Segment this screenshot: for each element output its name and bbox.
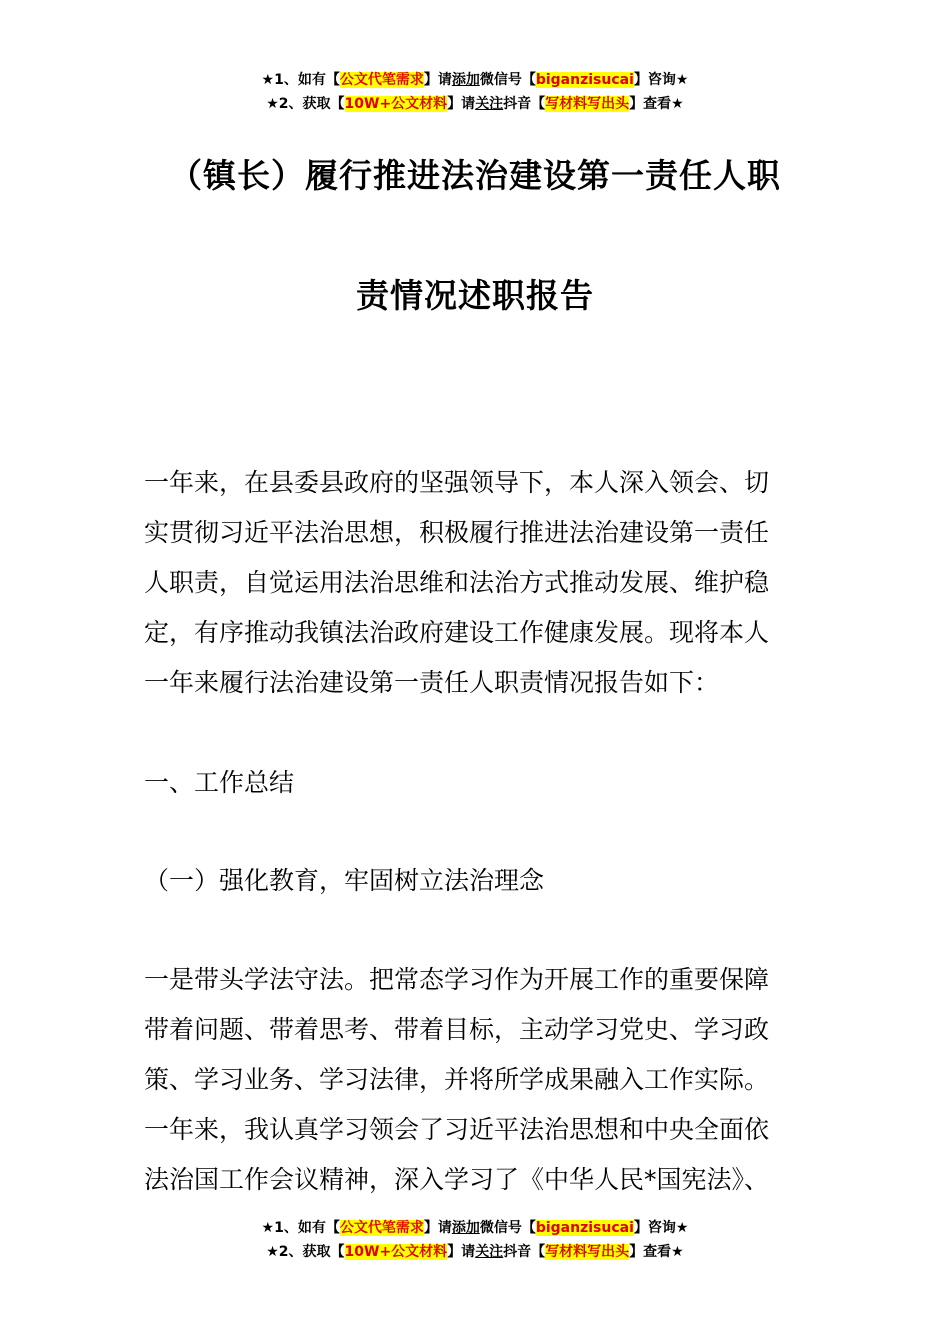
header-promo-banner [0,68,950,116]
promo-line-2: ★2、获取【10W+公文材料】请关注抖音【写材料写出头】查看★ [266,1244,684,1260]
paragraph-line: 法治国工作会议精神，深入学习了《中华人民*国宪法》、 [144,1165,770,1194]
underlined-follow: 关注 [475,96,504,112]
document-title-line-1: （镇长）履行推进法治建设第一责任人职 [169,156,781,195]
paragraph-line: 一年来，我认真学习领会了习近平法治思想和中央全面依 [144,1115,770,1144]
promo-line-2: ★2、获取【10W+公文材料】请关注抖音【写材料写出头】查看★ [266,96,684,112]
highlight-wechat-id: biganzisucai [535,1220,634,1236]
subsection-heading: （一）强化教育，牢固树立法治理念 [144,866,545,895]
highlight-materials: 10W+公文材料 [344,96,448,112]
paragraph-line: 策、学习业务、学习法律，并将所学成果融入工作实际。 [144,1065,770,1094]
underlined-add: 添加 [451,72,480,88]
intro-paragraph [144,458,808,708]
promo-line-1: ★1、如有【公文代笔需求】请添加微信号【biganzisucai】咨询★ [261,1220,689,1236]
underlined-add: 添加 [451,1220,480,1236]
document-title-line-2: 责情况述职报告 [356,276,594,315]
highlight-wechat-id: biganzisucai [535,72,634,88]
footer-promo-banner [0,1216,950,1264]
paragraph-line: 一年来，在县委县政府的坚强领导下，本人深入领会、切 [144,468,770,497]
paragraph-line: 定，有序推动我镇法治政府建设工作健康发展。现将本人 [144,618,770,647]
highlight-douyin-account: 写材料写出头 [545,96,630,112]
paragraph-line: 带着问题、带着思考、带着目标，主动学习党史、学习政 [144,1015,770,1044]
highlight-materials: 10W+公文材料 [344,1244,448,1260]
paragraph-line: 人职责，自觉运用法治思维和法治方式推动发展、维护稳 [144,568,770,597]
underlined-follow: 关注 [475,1244,504,1260]
highlight-service: 公文代笔需求 [339,72,424,88]
promo-line-1: ★1、如有【公文代笔需求】请添加微信号【biganzisucai】咨询★ [261,72,689,88]
paragraph-line: 实贯彻习近平法治思想，积极履行推进法治建设第一责任 [144,518,770,547]
body-paragraph [144,955,808,1205]
paragraph-line: 一年来履行法治建设第一责任人职责情况报告如下： [144,668,720,697]
highlight-douyin-account: 写材料写出头 [545,1244,630,1260]
highlight-service: 公文代笔需求 [339,1220,424,1236]
section-heading: 一、工作总结 [144,768,295,797]
paragraph-line: 一是带头学法守法。把常态学习作为开展工作的重要保障 [144,965,770,994]
